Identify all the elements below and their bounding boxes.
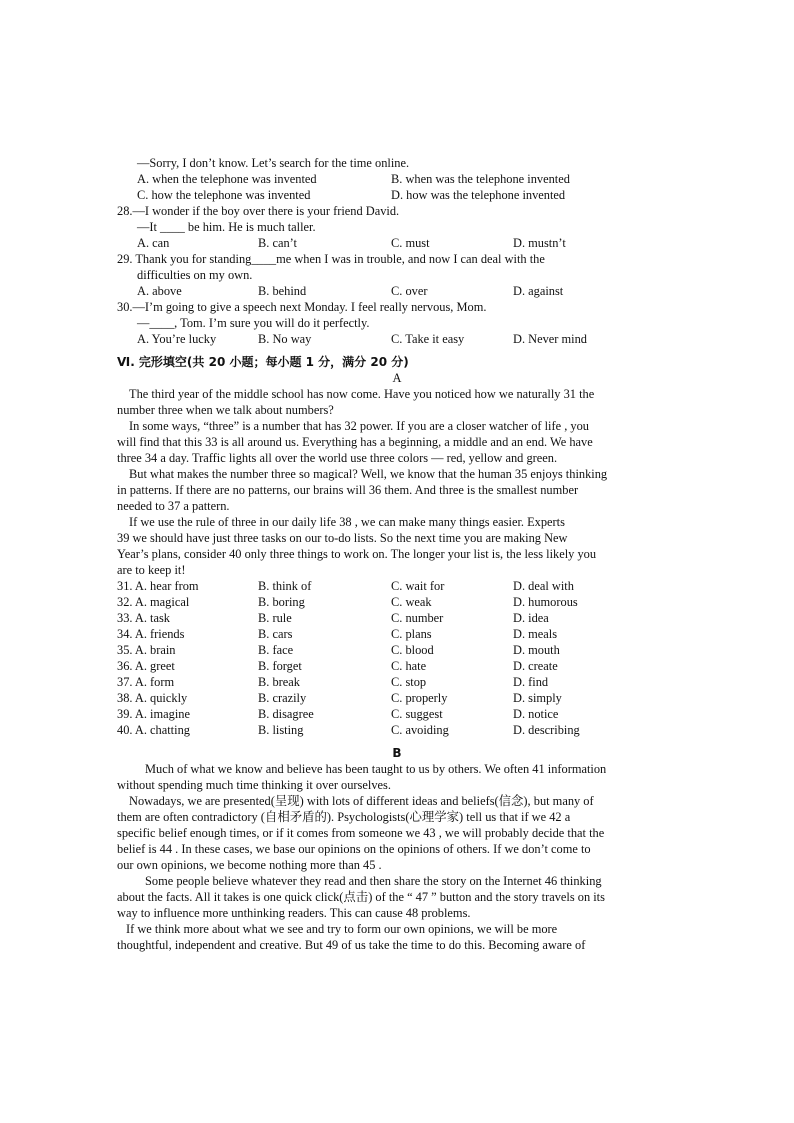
- q27-option-d: D. how was the telephone invented: [391, 188, 566, 202]
- passage-a-line: Year’s plans, consider 40 only three things to work on. The longer your list is, the less likely you: [117, 547, 597, 561]
- choice-36-b: B. forget: [258, 659, 302, 673]
- choice-34-b: B. cars: [258, 627, 293, 641]
- exam-page: [117, 155, 677, 953]
- passage-b-line: way to influence more unthinking readers. This can cause 48 problems.: [117, 906, 471, 920]
- choice-39-b: B. disagree: [258, 707, 314, 721]
- q30-response: —____, Tom. I’m sure you will do it perfectly.: [137, 316, 370, 330]
- q29-question-cont: difficulties on my own.: [137, 268, 253, 282]
- choice-37-d: D. find: [513, 675, 549, 689]
- q30-options: [117, 331, 677, 347]
- choice-38-c: C. properly: [391, 691, 448, 705]
- choice-35-a: 35. A. brain: [117, 643, 176, 657]
- choice-32-c: C. weak: [391, 595, 432, 609]
- passage-a-line: number three when we talk about numbers?: [117, 403, 334, 417]
- choice-35-d: D. mouth: [513, 643, 560, 657]
- choice-40-d: D. describing: [513, 723, 580, 737]
- choice-40-b: B. listing: [258, 723, 304, 737]
- passage-a-line: If we use the rule of three in our daily life 38 , we can make many things easier. Experts: [129, 515, 565, 529]
- choice-33-c: C. number: [391, 611, 444, 625]
- choice-33-a: 33. A. task: [117, 611, 171, 625]
- q27-option-a: A. when the telephone was invented: [137, 172, 317, 186]
- passage-b-line: without spending much time thinking it over ourselves.: [117, 778, 391, 792]
- choice-33-d: D. idea: [513, 611, 549, 625]
- choice-38-a: 38. A. quickly: [117, 691, 188, 705]
- passage-b-line: specific belief enough times, or if it comes from someone we 43 , we will probably decide that the: [117, 826, 605, 840]
- passage-b-line: Nowadays, we are presented(呈现) with lots of different ideas and beliefs(信念), but many of: [129, 794, 594, 808]
- choice-row-37: [117, 674, 677, 690]
- passage-b-line: thoughtful, independent and creative. But 49 of us take the time to do this. Becoming aware of: [117, 938, 586, 952]
- passage-a-line: in patterns. If there are no patterns, our brains will 36 them. And three is the smallest number: [117, 483, 579, 497]
- choice-39-d: D. notice: [513, 707, 559, 721]
- passage-a-line: three 34 a day. Traffic lights all over the world use three colors — red, yellow and green.: [117, 451, 558, 465]
- choice-37-a: 37. A. form: [117, 675, 175, 689]
- choice-row-40: [117, 722, 677, 738]
- passage-b-line: If we think more about what we see and try to form our own opinions, we will be more: [126, 922, 558, 936]
- q28-options: [117, 235, 677, 251]
- passage-b-line: about the facts. All it takes is one quick click(点击) of the “ 47 ” button and the story travels on its: [117, 890, 605, 904]
- q27-option-c: C. how the telephone was invented: [137, 188, 311, 202]
- passage-b-line: Much of what we know and believe has been taught to us by others. We often 41 information: [145, 762, 607, 776]
- q28-option-a: A. can: [137, 236, 170, 250]
- passage-a-line: But what makes the number three so magical? Well, we know that the human 35 enjoys thinking: [129, 467, 608, 481]
- choice-36-c: C. hate: [391, 659, 427, 673]
- q29-option-c: C. over: [391, 284, 428, 298]
- passage-a-line: 39 we should have just three tasks on our to-do lists. So the next time you are making New: [117, 531, 568, 545]
- choice-35-c: C. blood: [391, 643, 434, 657]
- q29-option-a: A. above: [137, 284, 182, 298]
- choice-row-35: [117, 642, 677, 658]
- choice-33-b: B. rule: [258, 611, 292, 625]
- passage-a-line: will find that this 33 is all around us. Everything has a beginning, a middle and an end. We have: [117, 435, 593, 449]
- choice-31-c: C. wait for: [391, 579, 445, 593]
- choice-row-39: [117, 706, 677, 722]
- q28-option-b: B. can’t: [258, 236, 297, 250]
- choice-40-c: C. avoiding: [391, 723, 449, 737]
- passage-a-line: In some ways, “three” is a number that has 32 power. If you are a closer watcher of life , you: [129, 419, 590, 433]
- choice-row-38: [117, 690, 677, 706]
- choice-row-33: [117, 610, 677, 626]
- q29-option-d: D. against: [513, 284, 564, 298]
- q28-option-d: D. mustn’t: [513, 236, 566, 250]
- choice-row-36: [117, 658, 677, 674]
- choice-31-d: D. deal with: [513, 579, 574, 593]
- choice-34-c: C. plans: [391, 627, 432, 641]
- choice-38-d: D. simply: [513, 691, 562, 705]
- passage-b-line: belief is 44 . In these cases, we base our opinions on the opinions of others. If we don’t come to: [117, 842, 591, 856]
- q27-options-row1: [117, 171, 677, 187]
- q27-answer: —Sorry, I don’t know. Let’s search for the time online.: [137, 156, 410, 170]
- choice-row-31: [117, 578, 677, 594]
- choice-row-32: [117, 594, 677, 610]
- passage-b-line: Some people believe whatever they read and then share the story on the Internet 46 thinking: [145, 874, 602, 888]
- choice-38-b: B. crazily: [258, 691, 307, 705]
- q30-option-a: A. You’re lucky: [137, 332, 217, 346]
- choice-39-a: 39. A. imagine: [117, 707, 190, 721]
- passage-b-line: them are often contradictory (自相矛盾的). Psychologists(心理学家) tell us that if we 42 a: [117, 810, 571, 824]
- choice-32-d: D. humorous: [513, 595, 578, 609]
- q29-question: 29. Thank you for standing____me when I was in trouble, and now I can deal with the: [117, 252, 545, 266]
- q28-response: —It ____ be him. He is much taller.: [137, 220, 316, 234]
- choice-40-a: 40. A. chatting: [117, 723, 190, 737]
- passage-b-line: our own opinions, we become nothing more than 45 .: [117, 858, 382, 872]
- choice-36-a: 36. A. greet: [117, 659, 175, 673]
- passage-a-line: are to keep it!: [117, 563, 186, 577]
- q30-option-d: D. Never mind: [513, 332, 587, 346]
- choice-31-a: 31. A. hear from: [117, 579, 199, 593]
- q27-options-row2: [117, 187, 677, 203]
- q28-question: 28.—I wonder if the boy over there is your friend David.: [117, 204, 400, 218]
- choice-34-a: 34. A. friends: [117, 627, 185, 641]
- q29-options: [117, 283, 677, 299]
- q29-option-b: B. behind: [258, 284, 307, 298]
- q30-option-b: B. No way: [258, 332, 312, 346]
- choice-32-a: 32. A. magical: [117, 595, 190, 609]
- q28-option-c: C. must: [391, 236, 430, 250]
- section-title: Ⅵ. 完形填空(共 20 小题；每小题 1 分，满分 20 分): [117, 355, 409, 369]
- choice-36-d: D. create: [513, 659, 558, 673]
- q27-option-b: B. when was the telephone invented: [391, 172, 570, 186]
- choice-32-b: B. boring: [258, 595, 305, 609]
- choice-37-b: B. break: [258, 675, 300, 689]
- q30-option-c: C. Take it easy: [391, 332, 465, 346]
- part-b-heading: B: [392, 746, 402, 760]
- choice-35-b: B. face: [258, 643, 294, 657]
- part-a-heading: A: [392, 371, 402, 385]
- choice-37-c: C. stop: [391, 675, 427, 689]
- passage-a-line: needed to 37 a pattern.: [117, 499, 230, 513]
- choice-34-d: D. meals: [513, 627, 558, 641]
- choice-row-34: [117, 626, 677, 642]
- passage-a-line: The third year of the middle school has now come. Have you noticed how we naturally 31 the: [129, 387, 595, 401]
- choice-31-b: B. think of: [258, 579, 312, 593]
- choice-39-c: C. suggest: [391, 707, 443, 721]
- q30-question: 30.—I’m going to give a speech next Monday. I feel really nervous, Mom.: [117, 300, 487, 314]
